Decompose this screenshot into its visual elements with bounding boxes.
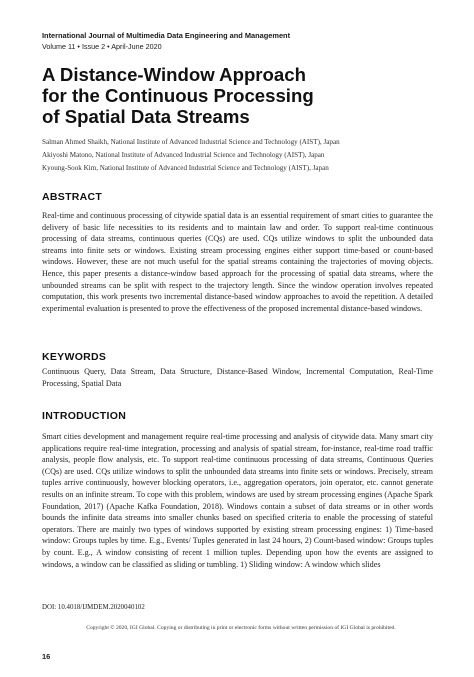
author-affiliation: Akiyoshi Matono, National Institute of Advanced Industrial Science and Technology (AIST), Japan xyxy=(42,151,325,159)
abstract-text: Real-time and continuous processing of citywide spatial data is an essential requirement of smart cities to guarantee the delivery of basic life necessities to its residents and to maintain law and order. To support real-time continuous processing of data streams, continuous queries (CQs) are used. CQs utilize windows to split the unbounded data streams into finite sets or windows. Existing stream processing engines either support time-based or count-based windows. However, these are not much useful for the spatial streams containing the trajectories of moving objects. Hence, this paper presents a distance-window based approach for the processing of spatial data streams, where the unbounded streams can be split with respect to the trajectory length. Since the window operation involves repeated computation, this work presents two incremental distance-based window approaches to avoid the repetition. A detailed experimental evaluation is presented to prove the effectiveness of the proposed incremental distance-based windows. xyxy=(42,211,433,313)
title-line: for the Continuous Processing xyxy=(42,85,314,106)
copyright-notice: Copyright © 2020, IGI Global. Copying or distributing in print or electronic forms without written permission of IGI Global is prohibited. xyxy=(86,625,396,631)
author-affiliation: Salman Ahmed Shaikh, National Institute of Advanced Industrial Science and Technology (AIST), Japan xyxy=(42,138,340,146)
introduction-heading: INTRODUCTION xyxy=(42,410,127,422)
paper-title xyxy=(42,64,442,127)
page-number: 16 xyxy=(42,652,51,661)
journal-issue: Volume 11 • Issue 2 • April-June 2020 xyxy=(42,42,162,51)
abstract-heading: ABSTRACT xyxy=(42,191,103,203)
title-line: A Distance-Window Approach xyxy=(42,64,306,85)
keywords-text: Continuous Query, Data Stream, Data Structure, Distance-Based Window, Incremental Computation, Real-Time Processing, Spatial Data xyxy=(42,367,433,388)
introduction-text: Smart cities development and management require real-time processing and analysis of citywide data. Many smart city applications require real-time integration, processing and analysis of spatial stream, for-instance, real-time road traffic analysis, people flow analysis, etc. To support real-time continuous processing of data streams, Continuous Queries (CQs) are used. CQs utilize windows to split the unbounded data streams into finite sets or windows. Precisely, stream tuples arrive continuously, however blocking operators, i.e., aggregation operators, join operator, etc. cannot generate results on an infinite stream. To cope with this problem, windows are used by stream processing engines (Apache Spark Foundation, 2017) (Apache Kafka Foundation, 2018). Windows contain a subset of data streams or in other words bounds the infinite data streams into smaller chunks based on specified criteria to enable the processing of stateful operators. There are mainly two types of windows supported by existing stream processing engines: 1) Time-based window: Groups tuples by time. E.g., Events/ Tuples generated in last 24 hours, 2) Count-based window: Groups tuples by count. E.g., A window consisting of recent 1 million tuples. Depending upon how the events are assigned to windows, a window can be classified as sliding or tumbling. 1) Sliding window: A window which slides xyxy=(42,432,433,569)
title-line: of Spatial Data Streams xyxy=(42,106,250,127)
author-affiliation: Kyoung-Sook Kim, National Institute of Advanced Industrial Science and Technology (AIST), Japan xyxy=(42,164,329,172)
keywords-heading: KEYWORDS xyxy=(42,351,107,363)
journal-name: International Journal of Multimedia Data Engineering and Management xyxy=(42,31,291,40)
doi: DOI: 10.4018/IJMDEM.2020040102 xyxy=(42,604,145,611)
